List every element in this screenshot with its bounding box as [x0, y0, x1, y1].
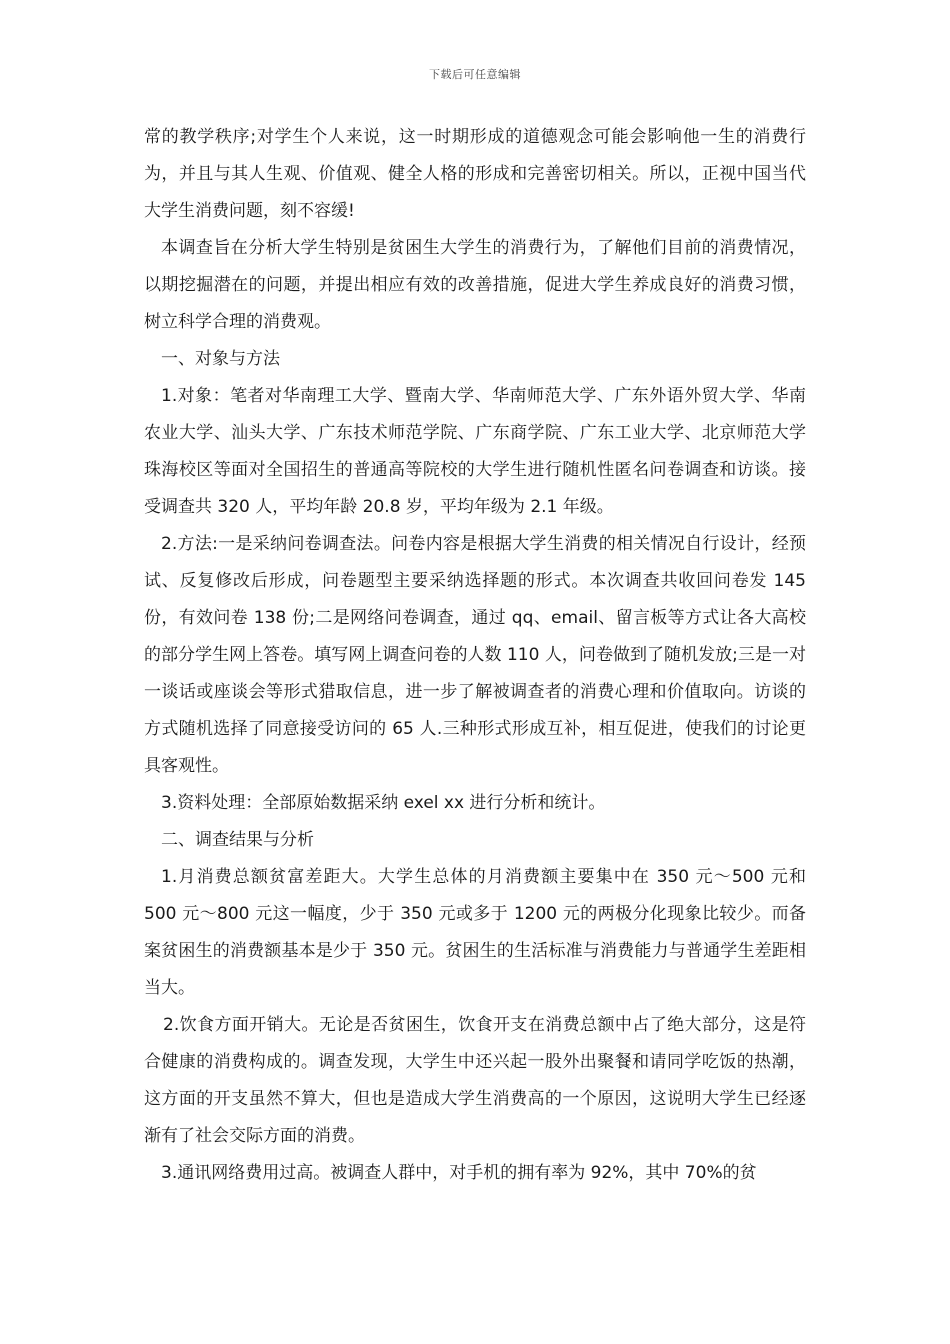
paragraph-purpose: 本调查旨在分析大学生特别是贫困生大学生的消费行为，了解他们目前的消费情况，以期挖掘潜在的问题，并提出相应有效的改善措施，促进大学生养成良好的消费习惯，树立科学合理的消费观。 — [144, 238, 806, 332]
paragraph-result-3: 3.通讯网络费用过高。被调查人群中，对手机的拥有率为 92%，其中 70%的贫 — [161, 1163, 757, 1183]
section-heading-results: 二、调查结果与分析 — [161, 830, 314, 850]
paragraph-data-processing: 3.资料处理：全部原始数据采纳 exel xx 进行分析和统计。 — [161, 793, 606, 813]
paragraph-methods: 2.方法:一是采纳问卷调查法。问卷内容是根据大学生消费的相关情况自行设计，经预试、反复修改后形成，问卷题型主要采纳选择题的形式。本次调查共收回问卷发 145 份，有效问卷 138 份;二是网络问卷调查，通过 qq、email、留言板等方式让各大高校的部分学生网上答卷。填写网上调查问卷的人数 110 人，问卷做到了随机发放;三是一对一谈话或座谈会等形式猎取信息，进一步了解被调查者的消费心理和价值取向。访谈的方式随机选择了同意接受访问的 65 人.三种形式形成互补，相互促进，使我们的讨论更具客观性。 — [144, 534, 806, 776]
paragraph-continuation: 常的教学秩序;对学生个人来说，这一时期形成的道德观念可能会影响他一生的消费行为，并且与其人生观、价值观、健全人格的形成和完善密切相关。所以，正视中国当代大学生消费问题，刻不容缓! — [144, 127, 806, 221]
page-header: 下载后可任意编辑 — [429, 68, 521, 81]
paragraph-result-2: 2.饮食方面开销大。无论是否贫困生，饮食开支在消费总额中占了绝大部分，这是符合健康的消费构成的。调查发现，大学生中还兴起一股外出聚餐和请同学吃饭的热潮，这方面的开支虽然不算大，但也是造成大学生消费高的一个原因，这说明大学生已经逐渐有了社会交际方面的消费。 — [144, 1015, 806, 1146]
paragraph-objects: 1.对象：笔者对华南理工大学、暨南大学、华南师范大学、广东外语外贸大学、华南农业大学、汕头大学、广东技术师范学院、广东商学院、广东工业大学、北京师范大学珠海校区等面对全国招生的普通高等院校的大学生进行随机性匿名问卷调查和访谈。接受调查共 320 人，平均年龄 20.8 岁，平均年级为 2.1 年级。 — [144, 386, 806, 517]
section-heading-objects-methods: 一、对象与方法 — [161, 349, 280, 369]
document-body — [144, 119, 806, 1192]
paragraph-result-1: 1.月消费总额贫富差距大。大学生总体的月消费额主要集中在 350 元～500 元和 500 元～800 元这一幅度，少于 350 元或多于 1200 元的两极分化现象比较少。而备案贫困生的消费额基本是少于 350 元。贫困生的生活标准与消费能力与普通学生差距相当大。 — [144, 867, 806, 998]
